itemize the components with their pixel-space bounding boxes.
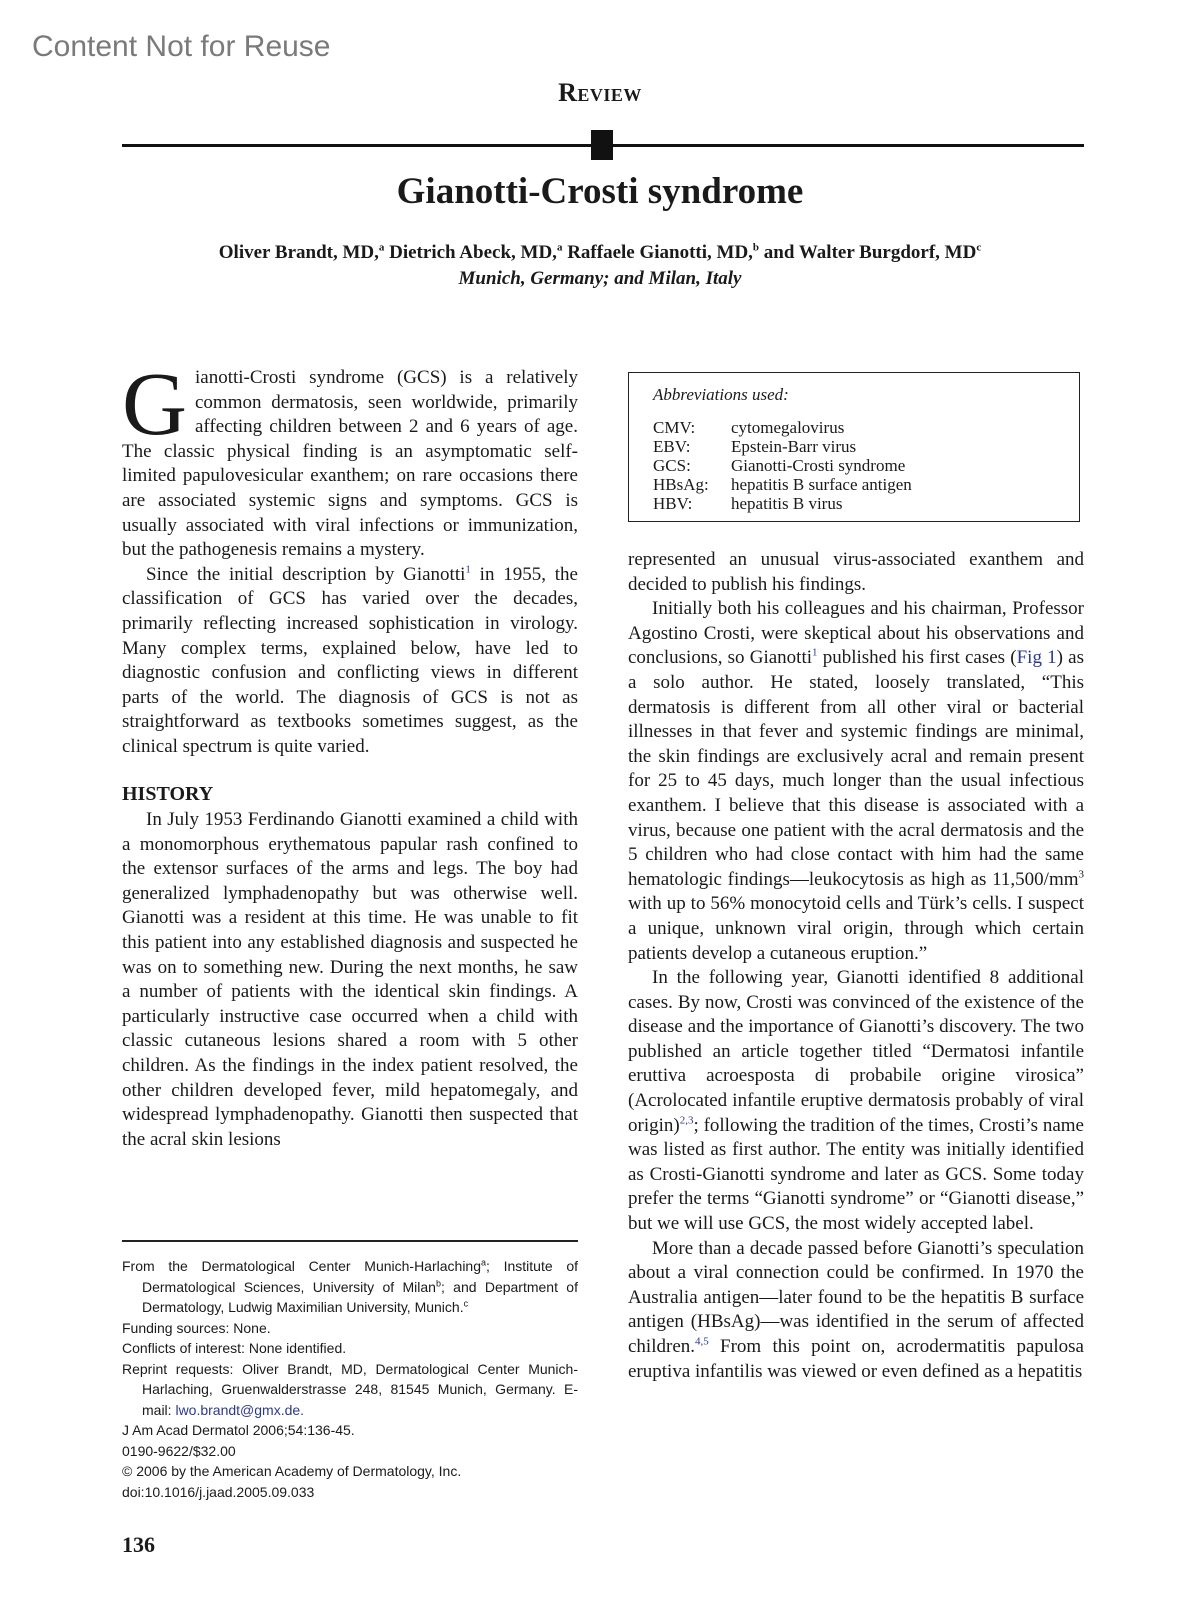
abbreviations-title: Abbreviations used:	[653, 385, 789, 404]
abbreviation-value: hepatitis B virus	[731, 494, 843, 513]
abbreviation-value: Epstein-Barr virus	[731, 437, 857, 456]
author-affil-mark: c	[976, 241, 982, 254]
figure-link[interactable]: Fig 1	[1016, 647, 1057, 669]
author-list	[0, 242, 1200, 264]
abbreviation-value: Gianotti-Crosti syndrome	[731, 456, 906, 475]
author-name: Oliver Brandt, MD,	[218, 242, 379, 263]
article-title: Gianotti-Crosti syndrome	[396, 171, 804, 212]
text-run: in 1955, the classification of GCS has varied over the decades, primarily reflecting increased sophistication in virology. Many complex terms, explained below, have led to diagnostic confusion and conflicting views in different parts of the world. The diagnosis of GCS is not as straightforward as textbooks sometimes suggest, as the clinical spectrum is quite varied.	[122, 563, 578, 757]
text-run: ; and Department of Dermatology, Ludwig Maximilian University, Munich.	[142, 1278, 578, 1315]
abbreviation-key: GCS:	[653, 456, 691, 475]
text-run: Reprint requests: Oliver Brandt, MD, Dermatological Center Munich-Harlaching, Gruenwalderstrasse 248, 81545 Munich, Germany. E-mail:	[122, 1360, 578, 1418]
citation-link[interactable]: 2,3	[679, 1114, 694, 1127]
author-affil-mark: b	[752, 241, 760, 254]
text-run: ; following the tradition of the times, Crosti’s name was listed as first author. The entity was initially identified as Crosti-Gianotti syndrome and later as GCS. Some today prefer the terms “Gianotti syndrome” or “Gianotti disease,” but we will use GCS, the most widely accepted label.	[628, 1114, 1084, 1235]
watermark: Content Not for Reuse	[32, 30, 331, 63]
abbreviation-value: cytomegalovirus	[731, 418, 845, 437]
footnote-journal: J Am Acad Dermatol 2006;54:136-45.	[122, 1422, 355, 1438]
drop-cap: G	[122, 355, 187, 454]
body-paragraph	[628, 966, 1084, 1237]
text-run: ; Institute of Dermatological Sciences, University of Milan	[142, 1258, 579, 1295]
abbreviation-key: EBV:	[653, 437, 691, 456]
text-run: More than a decade passed before Gianotti’s speculation about a viral connection could be confirmed. In 1970 the Australia antigen—later found to be the hepatitis B surface antigen (HBsAg)—was identified in the serum of affected children.	[628, 1237, 1084, 1357]
abbreviation-value: hepatitis B surface antigen	[731, 475, 912, 494]
right-column	[628, 548, 1084, 1384]
body-paragraph	[122, 563, 578, 760]
footnote-funding: Funding sources: None.	[122, 1319, 271, 1336]
abbreviation-row	[653, 437, 1055, 456]
abbreviation-key: HBV:	[653, 494, 693, 513]
author-affil-mark: a	[556, 241, 563, 254]
text-run: From the Dermatological Center Munich-Harlaching	[122, 1258, 482, 1274]
superscript: 3	[1078, 868, 1084, 881]
abbreviations-box	[628, 372, 1080, 522]
abbreviation-row	[653, 456, 1055, 475]
citation-link[interactable]: 1	[465, 563, 471, 576]
author-affiliation: Munich, Germany; and Milan, Italy	[458, 268, 742, 289]
left-column	[122, 355, 578, 1152]
author-name: and Walter Burgdorf, MD	[759, 242, 977, 263]
footnote-rule	[122, 1240, 578, 1242]
superscript: c	[463, 1298, 469, 1309]
abbreviation-key: HBsAg:	[653, 475, 709, 494]
footnote-issn: 0190-9622/$32.00	[122, 1442, 236, 1459]
text-run: Initially both his colleagues and his chairman, Professor Agostino Crosti, were skeptical about his observations and conclusions, so Gianotti	[628, 598, 1084, 669]
text-run: In the following year, Gianotti identified 8 additional cases. By now, Crosti was convinced of the existence of the disease and the importance of Gianotti’s discovery. The two published an article together titled “Dermatosi infantile eruttiva acroesposta di probabile origine virosica” (Acrolocated infantile eruptive dermatosis probably of viral origin)	[628, 967, 1084, 1136]
superscript: a	[481, 1257, 487, 1268]
abbreviation-row	[653, 475, 1055, 494]
footnote-affiliations	[122, 1256, 578, 1318]
author-name: Raffaele Gianotti, MD,	[562, 242, 753, 263]
body-paragraph: In July 1953 Ferdinando Gianotti examined a child with a monomorphous erythematous papular rash confined to the extensor surfaces of the arms and legs. The boy had generalized lymphadenopathy but was otherwise well. Gianotti was a resident at this time. He was unable to fit this patient into any established diagnosis and suspected he was on to something new. During the next months, he saw a number of patients with the identical skin findings. A particularly instructive case occurred when a child with classic cutaneous lesions shared a room with 5 other children. As the findings in the index patient resolved, the other children developed fever, mild hepatomegaly, and widespread lymphadenopathy. Gianotti then suspected that the acral skin lesions	[122, 809, 578, 1150]
abbreviation-row	[653, 418, 1055, 437]
citation-link[interactable]: 4,5	[695, 1335, 709, 1348]
intro-paragraph	[122, 355, 578, 563]
footnote-conflicts: Conflicts of interest: None identified.	[122, 1340, 347, 1356]
section-heading-history: HISTORY	[122, 782, 214, 805]
section-label: Review	[558, 78, 642, 107]
intro-text: ianotti-Crosti syndrome (GCS) is a relatively common dermatosis, seen worldwide, primarily affecting children between 2 and 6 years of age. The classic physical finding is an asymptomatic self-limited papulovesicular exanthem; on rare occasions there are associated systemic signs and symptoms. GCS is usually associated with viral infections or immunization, but the pathogenesis remains a mystery.	[122, 367, 578, 561]
citation-link[interactable]: 1	[812, 647, 818, 660]
page-number: 136	[122, 1532, 155, 1557]
superscript: b	[435, 1277, 441, 1288]
text-run: published his first cases (	[817, 647, 1017, 669]
text-run: ) as a solo author. He stated, loosely translated, “This dermatosis is different from all other viral or bacterial illnesses in that fever and systemic findings are minimal, the skin findings are exclusively acral and remain present for 25 to 45 days, much longer than the usual infectious exanthem. I believe that this disease is associated with a virus, because one patient with the acral dermatosis and the 5 children who had close contact with him had the same hematologic findings—leukocytosis as high as 11,500/mm	[628, 647, 1084, 890]
footnotes	[122, 1256, 578, 1502]
email-link[interactable]: lwo.brandt@gmx.de.	[175, 1401, 305, 1418]
text-run: From this point on, acrodermatitis papulosa eruptiva infantilis was viewed or even defined as a hepatitis	[628, 1336, 1084, 1382]
header-rule-marker	[591, 130, 613, 160]
author-affil-mark: a	[378, 241, 385, 254]
body-paragraph	[628, 597, 1084, 966]
abbreviation-key: CMV:	[653, 418, 696, 437]
text-run: with up to 56% monocytoid cells and Türk’s cells. I suspect a unique, unknown viral origin, through which certain patients develop a cutaneous eruption.”	[628, 893, 1084, 964]
footnote-copyright: © 2006 by the American Academy of Dermatology, Inc.	[122, 1463, 462, 1479]
text-run: Since the initial description by Gianotti	[146, 563, 466, 585]
abbreviation-row	[653, 494, 1055, 513]
author-name: Dietrich Abeck, MD,	[384, 242, 557, 263]
body-paragraph: represented an unusual virus-associated exanthem and decided to publish his findings.	[628, 549, 1084, 595]
footnote-reprint	[122, 1359, 578, 1421]
body-paragraph	[628, 1237, 1084, 1385]
footnote-doi[interactable]: doi:10.1016/j.jaad.2005.09.033	[122, 1483, 315, 1500]
